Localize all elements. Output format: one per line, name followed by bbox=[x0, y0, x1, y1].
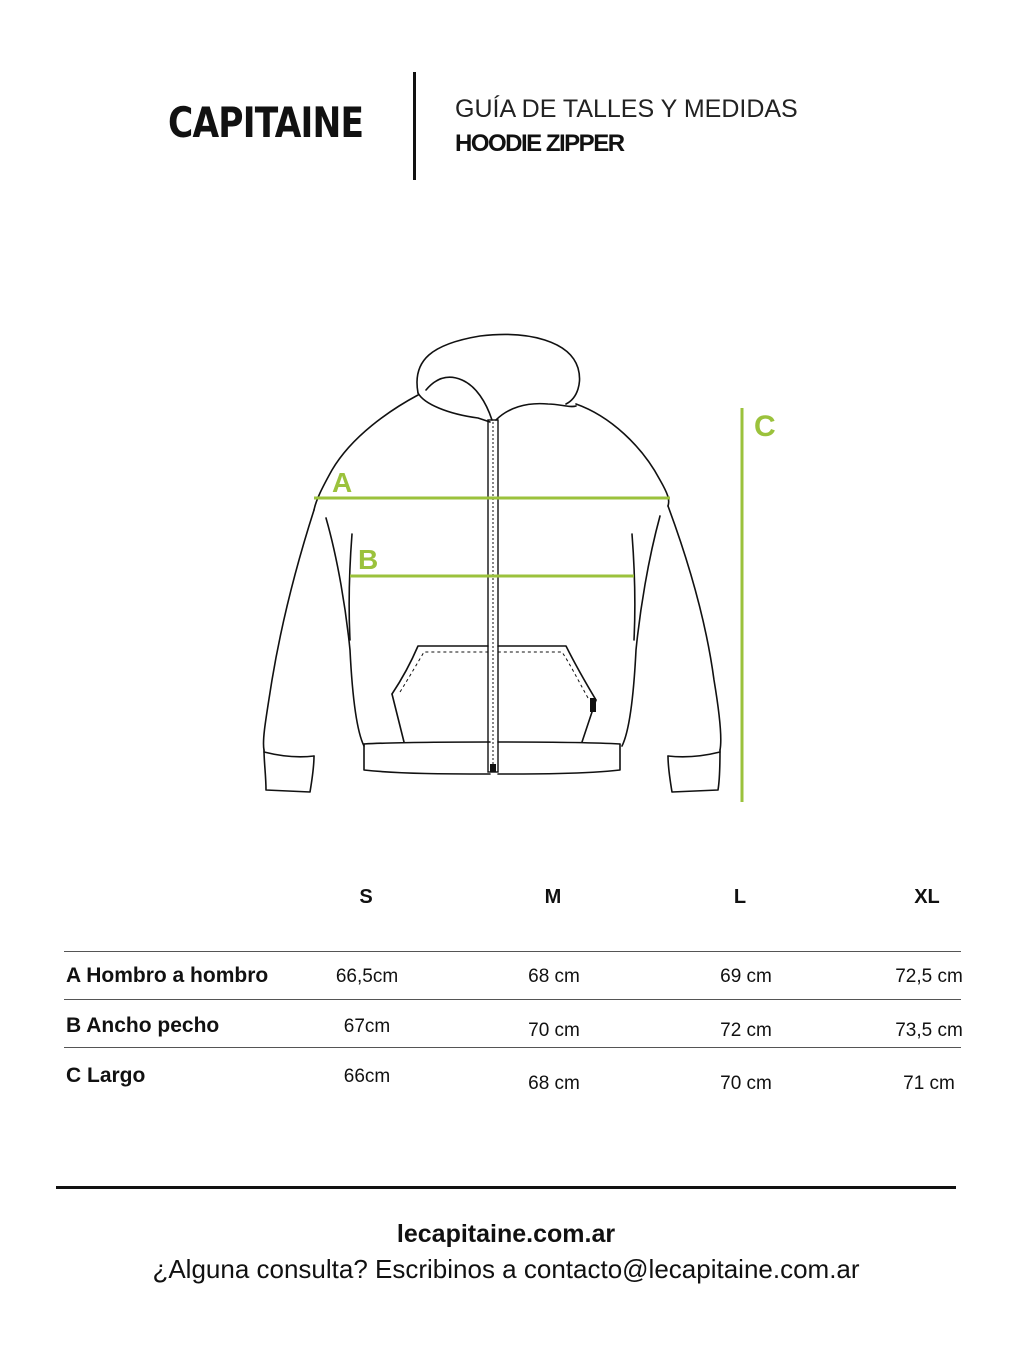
table-rule bbox=[64, 1047, 961, 1048]
footer-contact-text[interactable]: ¿Alguna consulta? Escribinos a contacto@lecapitaine.com.ar bbox=[152, 1254, 860, 1284]
measure-label-b: B bbox=[358, 544, 379, 575]
table-rule bbox=[64, 999, 961, 1000]
guide-title: GUÍA DE TALLES Y MEDIDAS bbox=[455, 95, 798, 123]
pocket-stitching bbox=[400, 652, 588, 698]
cell-a-s: 66,5cm bbox=[335, 966, 399, 987]
row-label-c: C Largo bbox=[66, 1064, 146, 1087]
cell-c-s: 66cm bbox=[343, 1066, 391, 1087]
size-header-s: S bbox=[359, 886, 373, 908]
measure-label-c: C bbox=[754, 410, 776, 443]
footer-divider bbox=[56, 1186, 956, 1189]
zipper bbox=[488, 420, 596, 772]
row-label-a: A Hombro a hombro bbox=[66, 964, 269, 987]
cell-b-m: 70 cm bbox=[528, 1020, 580, 1041]
hoodie-outline bbox=[263, 334, 720, 792]
row-label-b: B Ancho pecho bbox=[66, 1014, 220, 1037]
cell-b-l: 72 cm bbox=[720, 1020, 772, 1041]
cell-c-m: 68 cm bbox=[528, 1073, 580, 1094]
cell-a-m: 68 cm bbox=[528, 966, 580, 987]
size-header-l: L bbox=[733, 886, 747, 908]
footer-website-link[interactable]: lecapitaine.com.ar bbox=[396, 1220, 616, 1248]
cell-a-xl: 72,5 cm bbox=[895, 966, 963, 987]
size-header-m: M bbox=[544, 886, 562, 908]
cell-c-xl: 71 cm bbox=[903, 1073, 955, 1094]
cell-b-xl: 73,5 cm bbox=[895, 1020, 963, 1041]
brand-logo: CAPITAINE bbox=[168, 98, 364, 147]
cell-b-s: 67cm bbox=[343, 1016, 391, 1037]
table-rule bbox=[64, 951, 961, 952]
cell-a-l: 69 cm bbox=[720, 966, 772, 987]
size-header-xl: XL bbox=[914, 886, 940, 908]
cell-c-l: 70 cm bbox=[720, 1073, 772, 1094]
measure-label-a: A bbox=[332, 467, 353, 498]
product-name: HOODIE ZIPPER bbox=[455, 130, 624, 157]
